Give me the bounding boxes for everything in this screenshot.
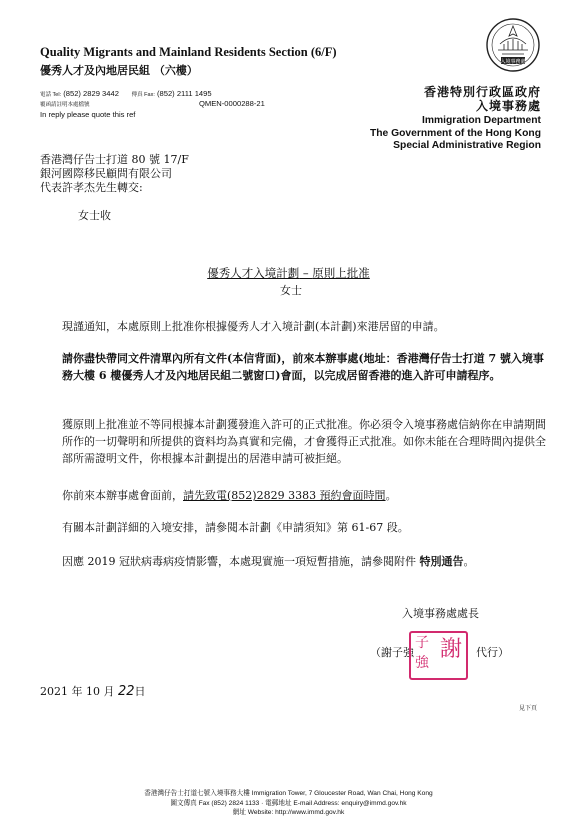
section-title-zh: 優秀人才及內地居民組 （六樓） (40, 64, 198, 77)
fax-label: 傳真 Fax: (131, 92, 155, 98)
fax-number: (852) 2111 1495 (156, 89, 212, 98)
signatory-title: 入境事務處處長 (402, 607, 479, 620)
footer-address: 香港灣仔告士打道七號入境事務大樓 Immigration Tower, 7 Gloucester Road, Wan Chai, Hong Kong 圖文傳真 Fax (852) 2824 1133 · 電郵地址 E-mail Address: enquiry@immd.gov.hk 網址 Website: http://www.immd.gov.hk (144, 790, 433, 816)
name-seal: 子 謝 強 (409, 631, 468, 680)
hksar-crest-icon (484, 16, 542, 76)
section-title-en: Quality Migrants and Mainland Residents Section (6/F) (40, 45, 337, 59)
ref-note-zh: 覆函請註明本處檔號 (40, 102, 90, 108)
crest-text: 入境事務處 (500, 59, 526, 65)
signatory-role: 代行） (476, 646, 509, 659)
tel-label: 電話 Tel: (40, 92, 62, 98)
recipient-address: 香港灣仔告士打道 80 號 17/F 銀河國際移民顧問有限公司 代表許孝杰先生轉交: (40, 153, 189, 194)
signatory-name: （謝子強 (370, 646, 414, 659)
letter-subject: 優秀人才入境計劃 – 原則上批准 (207, 266, 370, 280)
government-name-en: Immigration Department The Government of the Hong Kong Special Administrative Region (369, 115, 541, 151)
special-notice: 特別通告 (419, 555, 464, 568)
applicant-name: 女士 (280, 284, 302, 297)
paragraph-4: 你前來本辦事處會面前，請先致電(852)2829 3383 預約會面時間。 (62, 489, 397, 502)
appointment-phone-note: 請先致電(852)2829 3383 預約會面時間 (183, 489, 386, 502)
ref-note-en: In reply please quote this ref (40, 110, 136, 119)
paragraph-5: 有關本計劃詳細的入境安排，請參閱本計劃《申請須知》第 61-67 段。 (62, 521, 409, 534)
letter-date: 2021 年 10 月 22日 (40, 684, 146, 699)
paragraph-6: 因應 2019 冠狀病毒病疫情影響，本處現實施一項短暫措施，請參閱附件 特別通告。 (62, 555, 475, 568)
paragraph-3: 獲原則上批准並不等同根據本計劃獲發進入許可的正式批准。你必須令入境事務處信納你在申請期間所作的一切聲明和所提供的資料均為真實和完備，才會獲得正式批准。如你未能在合理時間內提供全部所需證明文件，你根據本計劃提出的居港申請可被拒絕。 (62, 418, 546, 465)
handwritten-day: 22 (117, 684, 135, 699)
please-turn-over: 見下頁 (519, 705, 538, 712)
ref-number: QMEN-0000288-21 (199, 99, 265, 108)
tel-number: (852) 2829 3442 (63, 89, 119, 98)
government-name-zh: 香港特別行政區政府 入境事務處 (423, 85, 541, 113)
salutation: 女士收 (78, 209, 111, 222)
paragraph-1: 現謹通知，本處原則上批准你根據優秀人才入境計劃(本計劃)來港居留的申請。 (62, 320, 445, 333)
paragraph-2: 請你盡快帶同文件清單內所有文件(本信背面)，前來本辦事處(地址：香港灣仔告士打道 7 號入境事務大樓 6 樓優秀人才及內地居民組二號窗口)會面，以完成居留香港的進入許可申請程序。 (62, 352, 544, 382)
